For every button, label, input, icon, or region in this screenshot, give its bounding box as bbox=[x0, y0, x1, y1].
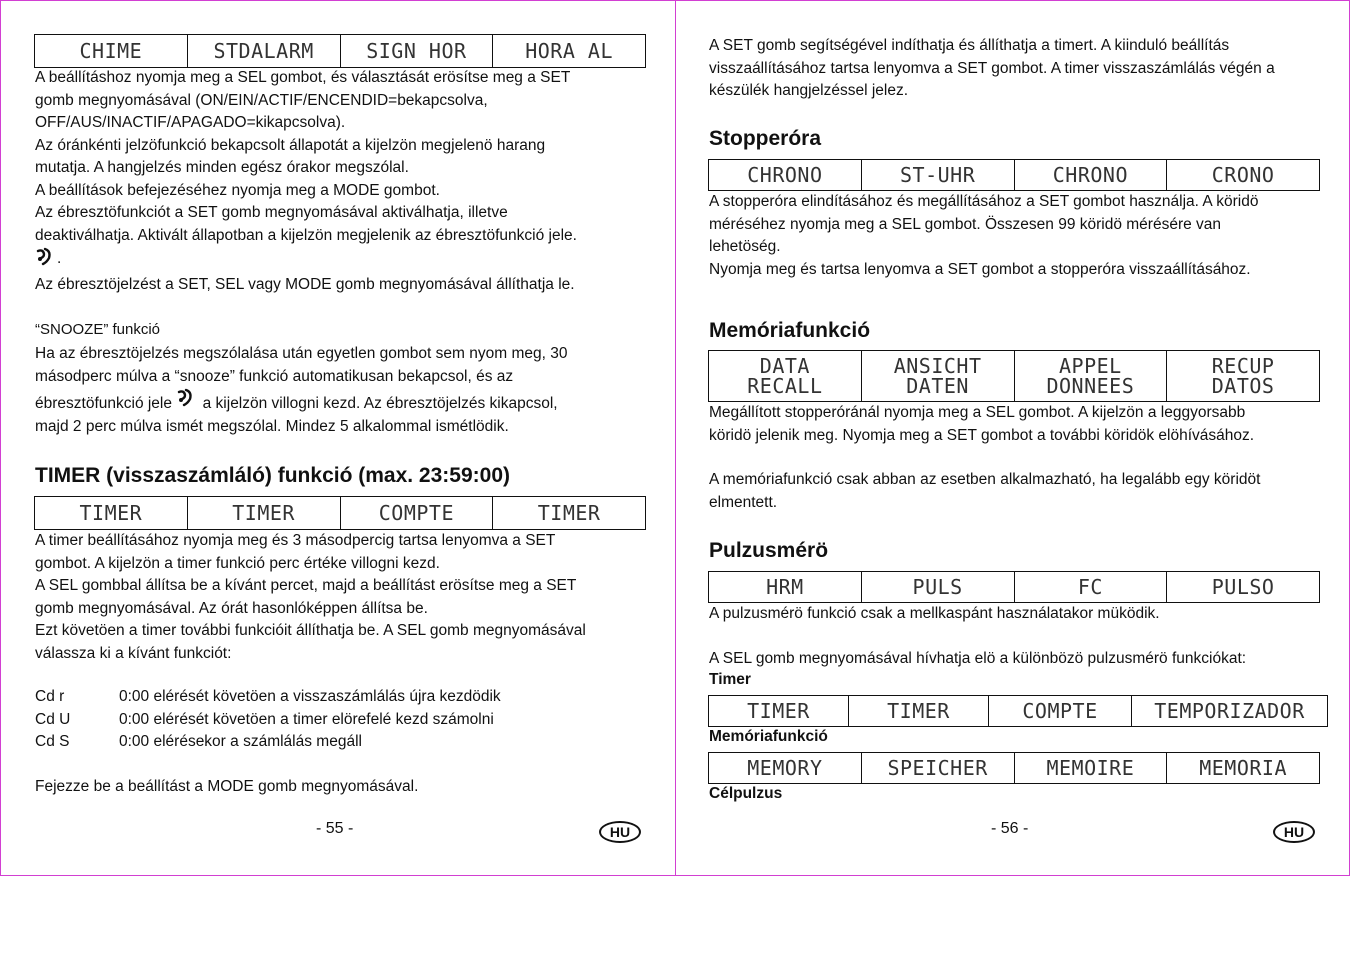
text-line: A stopperóra elindításához és megállításához a SET gombot használja. A köridö bbox=[709, 193, 1259, 210]
text-line: Ha az ébresztöjelzés megszólalása után egyetlen gombot sem nyom meg, 30 bbox=[35, 345, 568, 362]
text-line: gombot. A kijelzön a timer funkció perc értéke villogni kezd. bbox=[35, 554, 440, 572]
text-line: köridö jelenik meg. Nyomja meg a SET gombot a további köridök elöhívásához. bbox=[709, 426, 1255, 444]
text-line: elmentett. bbox=[709, 493, 778, 511]
lcd-cell: CHIME bbox=[35, 35, 188, 68]
lcd-table-timer-sub bbox=[708, 695, 1328, 727]
lcd-cell: RECUP DATOS bbox=[1167, 351, 1320, 402]
snooze-description bbox=[35, 343, 655, 439]
lcd-cell: PULSO bbox=[1167, 572, 1320, 603]
period-text: . bbox=[57, 250, 62, 267]
lcd-cell: CRONO bbox=[1167, 160, 1320, 191]
lcd-cell: MEMORY bbox=[709, 753, 862, 784]
lcd-cell: MEMORIA bbox=[1167, 753, 1320, 784]
lcd-cell: CHRONO bbox=[1014, 160, 1167, 191]
memory-sublabel: Memóriafunkció bbox=[709, 728, 828, 745]
cd-desc: 0:00 elérését követöen a timer elörefelé kezd számolni bbox=[119, 710, 494, 728]
alarm-icon-line bbox=[35, 247, 655, 274]
timer-description bbox=[35, 530, 655, 665]
page-number: - 56 - bbox=[991, 820, 1029, 837]
text-line: lehetöség. bbox=[709, 238, 781, 255]
lcd-cell: FC bbox=[1014, 572, 1167, 603]
lcd-cell: COMPTE bbox=[989, 696, 1132, 727]
lcd-cell: TIMER bbox=[709, 696, 849, 727]
lcd-cell: HORA AL bbox=[493, 35, 646, 68]
lcd-cell: TIMER bbox=[187, 497, 340, 530]
stopwatch-description bbox=[709, 191, 1339, 281]
lcd-cell: COMPTE bbox=[340, 497, 493, 530]
chime-description bbox=[35, 67, 655, 297]
spacer bbox=[709, 626, 1339, 648]
text-line: gomb megnyomásával. Az órát hasonlóképpen állítsa be. bbox=[35, 599, 428, 617]
text-line: A SET gomb segítségével indíthatja és állíthatja a timert. A kiinduló beállítás bbox=[709, 37, 1230, 54]
lcd-cell: ST-UHR bbox=[861, 160, 1014, 191]
text-line: Az ébresztöfunkciót a SET gomb megnyomásával aktiválhatja, illetve bbox=[35, 204, 508, 221]
alarm-bell-icon bbox=[176, 388, 198, 408]
text-line: másodperc múlva a “snooze” funkció automatikusan bekapcsol, és az bbox=[35, 367, 514, 385]
list-item bbox=[35, 709, 655, 732]
text-line: méréséhez nyomja meg a SEL gombot. Összesen 99 köridö mérésére van bbox=[709, 215, 1222, 233]
text-fragment: ébresztöfunkció jele bbox=[35, 395, 172, 412]
lcd-table-chrono bbox=[708, 159, 1320, 191]
lcd-cell: SIGN HOR bbox=[340, 35, 493, 68]
text-line: Az óránkénti jelzöfunkció bekapcsolt állapotát a kijelzön megjelenö harang bbox=[35, 136, 546, 154]
cd-desc: 0:00 elérését követöen a visszaszámlálás újra kezdödik bbox=[119, 688, 501, 705]
pulse-heading: Pulzusmérö bbox=[709, 539, 829, 562]
lcd-cell: MEMOIRE bbox=[1014, 753, 1167, 784]
text-line: mutatja. A hangjelzés minden egész órakor megszólal. bbox=[35, 159, 409, 176]
cd-desc: 0:00 elérésekor a számlálás megáll bbox=[119, 733, 362, 750]
lcd-cell: HRM bbox=[709, 572, 862, 603]
text-line: visszaállításához tartsa lenyomva a SET gombot. A timer visszaszámlálás végén a bbox=[709, 59, 1275, 77]
lcd-table-hrm bbox=[708, 571, 1320, 603]
lcd-cell: TIMER bbox=[493, 497, 646, 530]
finish-instruction: Fejezze be a beállítást a MODE gomb megnyomásával. bbox=[35, 778, 419, 795]
lcd-cell: DATA RECALL bbox=[709, 351, 862, 402]
lcd-cell: CHRONO bbox=[709, 160, 862, 191]
text-line: A SEL gomb megnyomásával hívhatja elö a különbözö pulzusmérö funkciókat: bbox=[709, 649, 1247, 667]
text-line: készülék hangjelzéssel jelez. bbox=[709, 82, 909, 99]
text-line: válassza ki a kívánt funkciót: bbox=[35, 644, 232, 662]
text-line-with-icon bbox=[35, 388, 655, 416]
timer-sublabel: Timer bbox=[709, 671, 751, 688]
text-line: A timer beállításához nyomja meg és 3 másodpercig tartsa lenyomva a SET bbox=[35, 532, 556, 549]
text-line: A SEL gombbal állítsa be a kívánt percet, majd a beállítást erösítse meg a SET bbox=[35, 577, 577, 594]
stopwatch-heading: Stopperóra bbox=[709, 127, 822, 150]
text-line: OFF/AUS/INACTIF/APAGADO=kikapcsolva). bbox=[35, 114, 346, 131]
cd-mode-list bbox=[35, 686, 655, 754]
target-pulse-sublabel: Célpulzus bbox=[709, 785, 783, 802]
cd-code: Cd S bbox=[35, 733, 70, 750]
pulse-description bbox=[709, 603, 1339, 670]
page-left bbox=[0, 0, 676, 876]
memory-heading: Memóriafunkció bbox=[709, 319, 871, 342]
lcd-cell: SPEICHER bbox=[861, 753, 1014, 784]
lcd-table-timer bbox=[34, 496, 646, 530]
lcd-cell: PULS bbox=[861, 572, 1014, 603]
text-line: A memóriafunkció csak abban az esetben alkalmazható, ha legalább egy köridöt bbox=[709, 471, 1261, 488]
timer-intro bbox=[709, 35, 1339, 103]
snooze-title: “SNOOZE” funkció bbox=[35, 321, 161, 338]
page-number: - 55 - bbox=[316, 820, 354, 837]
text-line: deaktiválhatja. Aktivált állapotban a kijelzön megjelenik az ébresztöfunkció jele. bbox=[35, 226, 577, 244]
spacer bbox=[709, 447, 1339, 469]
text-line: majd 2 perc múlva ismét megszólal. Mindez 5 alkalommal ismétlödik. bbox=[35, 418, 509, 435]
lcd-cell: TIMER bbox=[35, 497, 188, 530]
text-line: Megállított stopperóránál nyomja meg a SEL gombot. A kijelzön a leggyorsabb bbox=[709, 404, 1246, 421]
lcd-cell: TIMER bbox=[849, 696, 989, 727]
cd-code: Cd r bbox=[35, 688, 65, 705]
lcd-table-memory bbox=[708, 752, 1320, 784]
lcd-table-chime bbox=[34, 34, 646, 68]
text-line: Ezt követöen a timer további funkcióit állíthatja be. A SEL gomb megnyomásával bbox=[35, 622, 586, 639]
lcd-cell: STDALARM bbox=[187, 35, 340, 68]
timer-heading: TIMER (visszaszámláló) funkció (max. 23:59:00) bbox=[35, 464, 510, 487]
lcd-cell: TEMPORIZADOR bbox=[1132, 696, 1328, 727]
text-line: A beállítások befejezéséhez nyomja meg a MODE gombot. bbox=[35, 181, 440, 199]
memory-description bbox=[709, 402, 1339, 514]
language-badge: HU bbox=[599, 821, 641, 843]
language-badge: HU bbox=[1273, 821, 1315, 843]
page-right bbox=[675, 0, 1350, 876]
text-line: A pulzusmérö funkció csak a mellkaspánt használatakor müködik. bbox=[709, 605, 1160, 622]
text-line: Nyomja meg és tartsa lenyomva a SET gombot a stopperóra visszaállításához. bbox=[709, 260, 1251, 278]
lcd-cell: APPEL DONNEES bbox=[1014, 351, 1167, 402]
list-item bbox=[35, 731, 655, 754]
alarm-bell-icon bbox=[35, 247, 57, 267]
list-item bbox=[35, 686, 655, 709]
text-line: Az ébresztöjelzést a SET, SEL vagy MODE gomb megnyomásával állíthatja le. bbox=[35, 276, 575, 293]
text-line: A beállításhoz nyomja meg a SEL gombot, és választását erösítse meg a SET bbox=[35, 69, 571, 86]
cd-code: Cd U bbox=[35, 710, 71, 728]
text-line: gomb megnyomásával (ON/EIN/ACTIF/ENCENDID=bekapcsolva, bbox=[35, 91, 488, 109]
lcd-cell: ANSICHT DATEN bbox=[861, 351, 1014, 402]
text-fragment: a kijelzön villogni kezd. Az ébresztöjelzés kikapcsol, bbox=[202, 395, 558, 412]
lcd-table-recall bbox=[708, 350, 1320, 402]
